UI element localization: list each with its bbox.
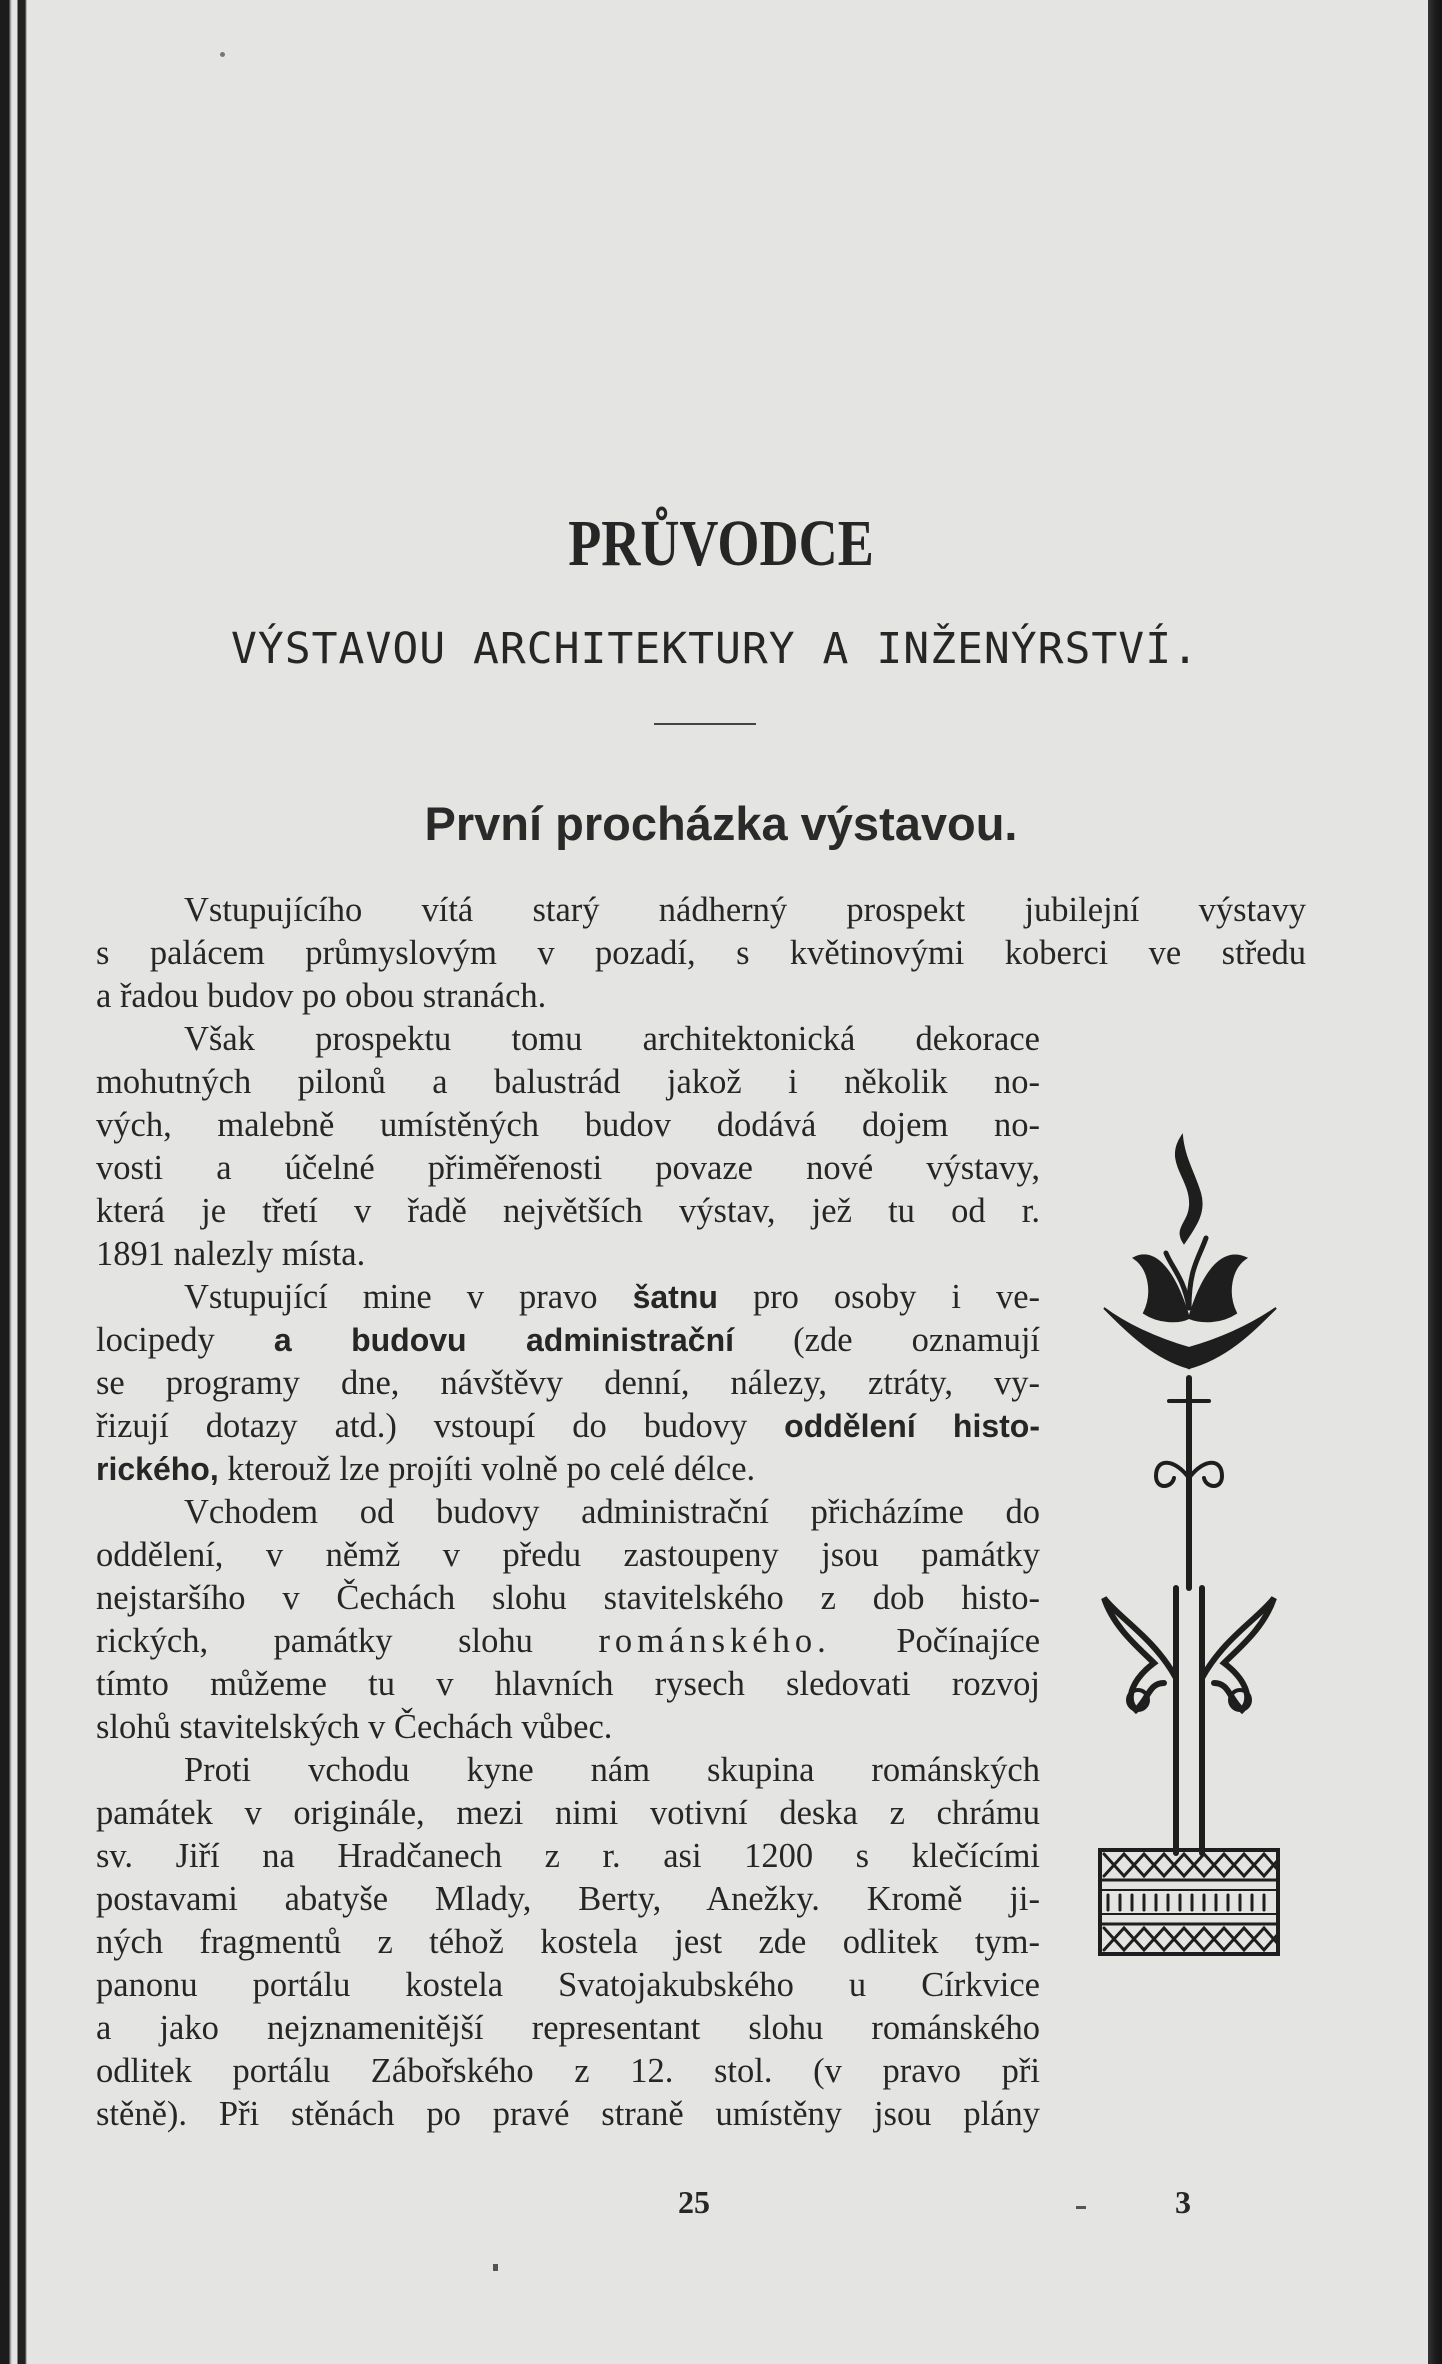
bold-term: šatnu	[632, 1279, 718, 1315]
text-line: mohutných pilonů a balustrád jakož i několik no-	[96, 1063, 1040, 1101]
text-line: s palácem průmyslovým v pozadí, s květinovými koberci ve středu	[96, 934, 1306, 972]
divider-rule	[654, 723, 756, 725]
text-line: Vchodem od budovy administrační přicházíme do	[184, 1493, 1040, 1531]
text-line: Vstupujícího vítá starý nádherný prospekt jubilejní výstavy	[184, 891, 1306, 929]
text-line: Proti vchodu kyne nám skupina románských	[184, 1751, 1040, 1789]
text-line: Však prospektu tomu architektonická dekorace	[184, 1020, 1040, 1058]
floral-column-ornament-icon	[1094, 1118, 1284, 1978]
speck	[493, 2264, 498, 2271]
section-heading: První procházka výstavou.	[424, 797, 1018, 850]
page-number-left: 25	[678, 2184, 710, 2220]
text-line: Vstupující mine v pravo šatnu pro osoby i ve-	[184, 1278, 1041, 1316]
text-line: památek v originále, mezi nimi votivní deska z chrámu	[96, 1794, 1040, 1832]
bold-term: a budovu administrační	[273, 1322, 735, 1358]
text-line: 1891 nalezly místa.	[96, 1235, 366, 1273]
page-title: PRŮVODCE	[568, 507, 874, 580]
text-line: řizují dotazy atd.) vstoupí do budovy oddělení histo-	[96, 1407, 1040, 1445]
text-line: vých, malebně umístěných budov dodává dojem no-	[96, 1106, 1040, 1144]
bold-term: oddělení histo-	[784, 1408, 1040, 1444]
text-line: panonu portálu kostela Svatojakubského u Církvice	[96, 1966, 1040, 2004]
text-line: vosti a účelné přiměřenosti povaze nové výstavy,	[96, 1149, 1040, 1187]
page-subtitle: VÝSTAVOU ARCHITEKTURY A INŽENÝRSTVÍ.	[231, 624, 1199, 674]
text-line: sv. Jiří na Hradčanech z r. asi 1200 s klečícími	[96, 1837, 1040, 1875]
page-number-right: 3	[1175, 2184, 1191, 2220]
text-line: postavami abatyše Mlady, Berty, Anežky. Kromě ji-	[96, 1880, 1040, 1918]
speck	[220, 52, 225, 57]
text-line: a jako nejznamenitější representant slohu románského	[96, 2009, 1040, 2047]
folio-dash	[1076, 2206, 1086, 2209]
bold-term: rického,	[96, 1451, 219, 1487]
text-line: která je třetí v řadě největších výstav, jež tu od r.	[96, 1192, 1040, 1230]
text-line: rického, kterouž lze projíti volně po celé délce.	[96, 1450, 756, 1488]
text-line: nejstaršího v Čechách slohu stavitelského z dob histo-	[96, 1579, 1040, 1617]
text-line: slohů stavitelských v Čechách vůbec.	[96, 1708, 613, 1746]
text-line: tímto můžeme tu v hlavních rysech sledovati rozvoj	[96, 1665, 1040, 1703]
text-line: rických, památky slohu románského. Počínajíce	[96, 1622, 1041, 1660]
text-line: stěně). Při stěnách po pravé straně umístěny jsou plány	[96, 2095, 1040, 2133]
text-line: odlitek portálu Zábořského z 12. stol. (v pravo při	[96, 2052, 1040, 2090]
text-line: a řadou budov po obou stranách.	[96, 977, 547, 1015]
spaced-term: románského.	[598, 1622, 831, 1660]
text-line: locipedy a budovu administrační (zde oznamují	[96, 1321, 1041, 1359]
text-line: se programy dne, návštěvy denní, nálezy, ztráty, vy-	[96, 1364, 1040, 1402]
text-line: oddělení, v němž v předu zastoupeny jsou památky	[96, 1536, 1040, 1574]
text-line: ných fragmentů z téhož kostela jest zde odlitek tym-	[96, 1923, 1040, 1961]
